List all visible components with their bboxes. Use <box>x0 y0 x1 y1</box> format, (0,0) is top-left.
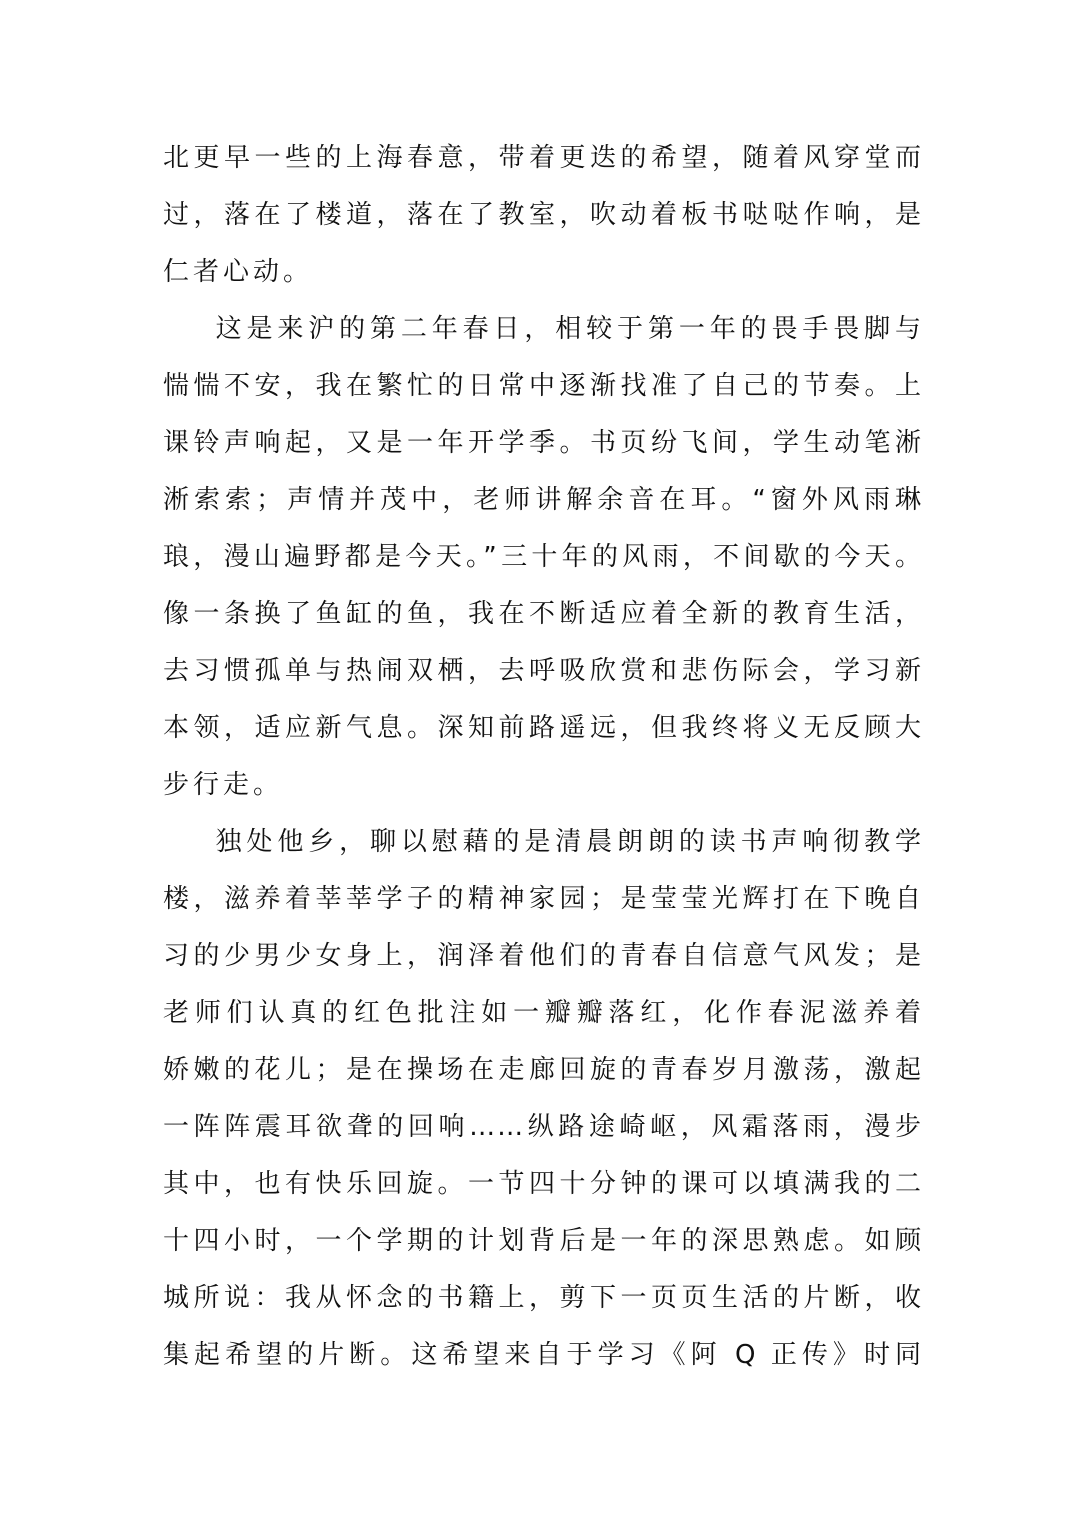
text-line: 琅，漫山遍野都是今天。”三十年的风雨，不间歇的今天。 <box>163 542 923 572</box>
text-line: 集起希望的片断。这希望来自于学习《阿 Q 正传》时同 <box>163 1340 923 1370</box>
text-line: 一阵阵震耳欲聋的回响……纵路途崎岖，风霜落雨，漫步 <box>163 1112 923 1142</box>
paragraph-first-line: 独处他乡，聊以慰藉的是清晨朗朗的读书声响彻教学 <box>163 827 923 857</box>
text-line: 娇嫩的花儿；是在操场在走廊回旋的青春岁月激荡，激起 <box>163 1055 923 1085</box>
text-line: 课铃声响起，又是一年开学季。书页纷飞间，学生动笔淅 <box>163 428 923 458</box>
text-line: 楼，滋养着莘莘学子的精神家园；是莹莹光辉打在下晚自 <box>163 884 923 914</box>
text-line: 习的少男少女身上，润泽着他们的青春自信意气风发；是 <box>163 941 923 971</box>
text-line: 步行走。 <box>163 770 284 800</box>
text-line: 惴惴不安，我在繁忙的日常中逐渐找准了自己的节奏。上 <box>163 371 923 401</box>
text-line: 过，落在了楼道，落在了教室，吹动着板书哒哒作响，是 <box>163 200 923 230</box>
text-line: 淅索索；声情并茂中，老师讲解余音在耳。“窗外风雨琳 <box>163 485 923 515</box>
essay-body <box>163 130 923 1384</box>
paragraph-first-line: 这是来沪的第二年春日，相较于第一年的畏手畏脚与 <box>163 314 923 344</box>
text-line: 去习惯孤单与热闹双栖，去呼吸欣赏和悲伤际会，学习新 <box>163 656 923 686</box>
text-line: 老师们认真的红色批注如一瓣瓣落红，化作春泥滋养着 <box>163 998 923 1028</box>
text-line: 北更早一些的上海春意，带着更迭的希望，随着风穿堂而 <box>163 143 923 173</box>
text-line: 城所说：我从怀念的书籍上，剪下一页页生活的片断，收 <box>163 1283 923 1313</box>
text-line: 像一条换了鱼缸的鱼，我在不断适应着全新的教育生活， <box>163 599 923 629</box>
text-line: 十四小时，一个学期的计划背后是一年的深思熟虑。如顾 <box>163 1226 923 1256</box>
text-line: 其中，也有快乐回旋。一节四十分钟的课可以填满我的二 <box>163 1169 923 1199</box>
text-line: 仁者心动。 <box>163 257 314 287</box>
text-line: 本领，适应新气息。深知前路遥远，但我终将义无反顾大 <box>163 713 923 743</box>
